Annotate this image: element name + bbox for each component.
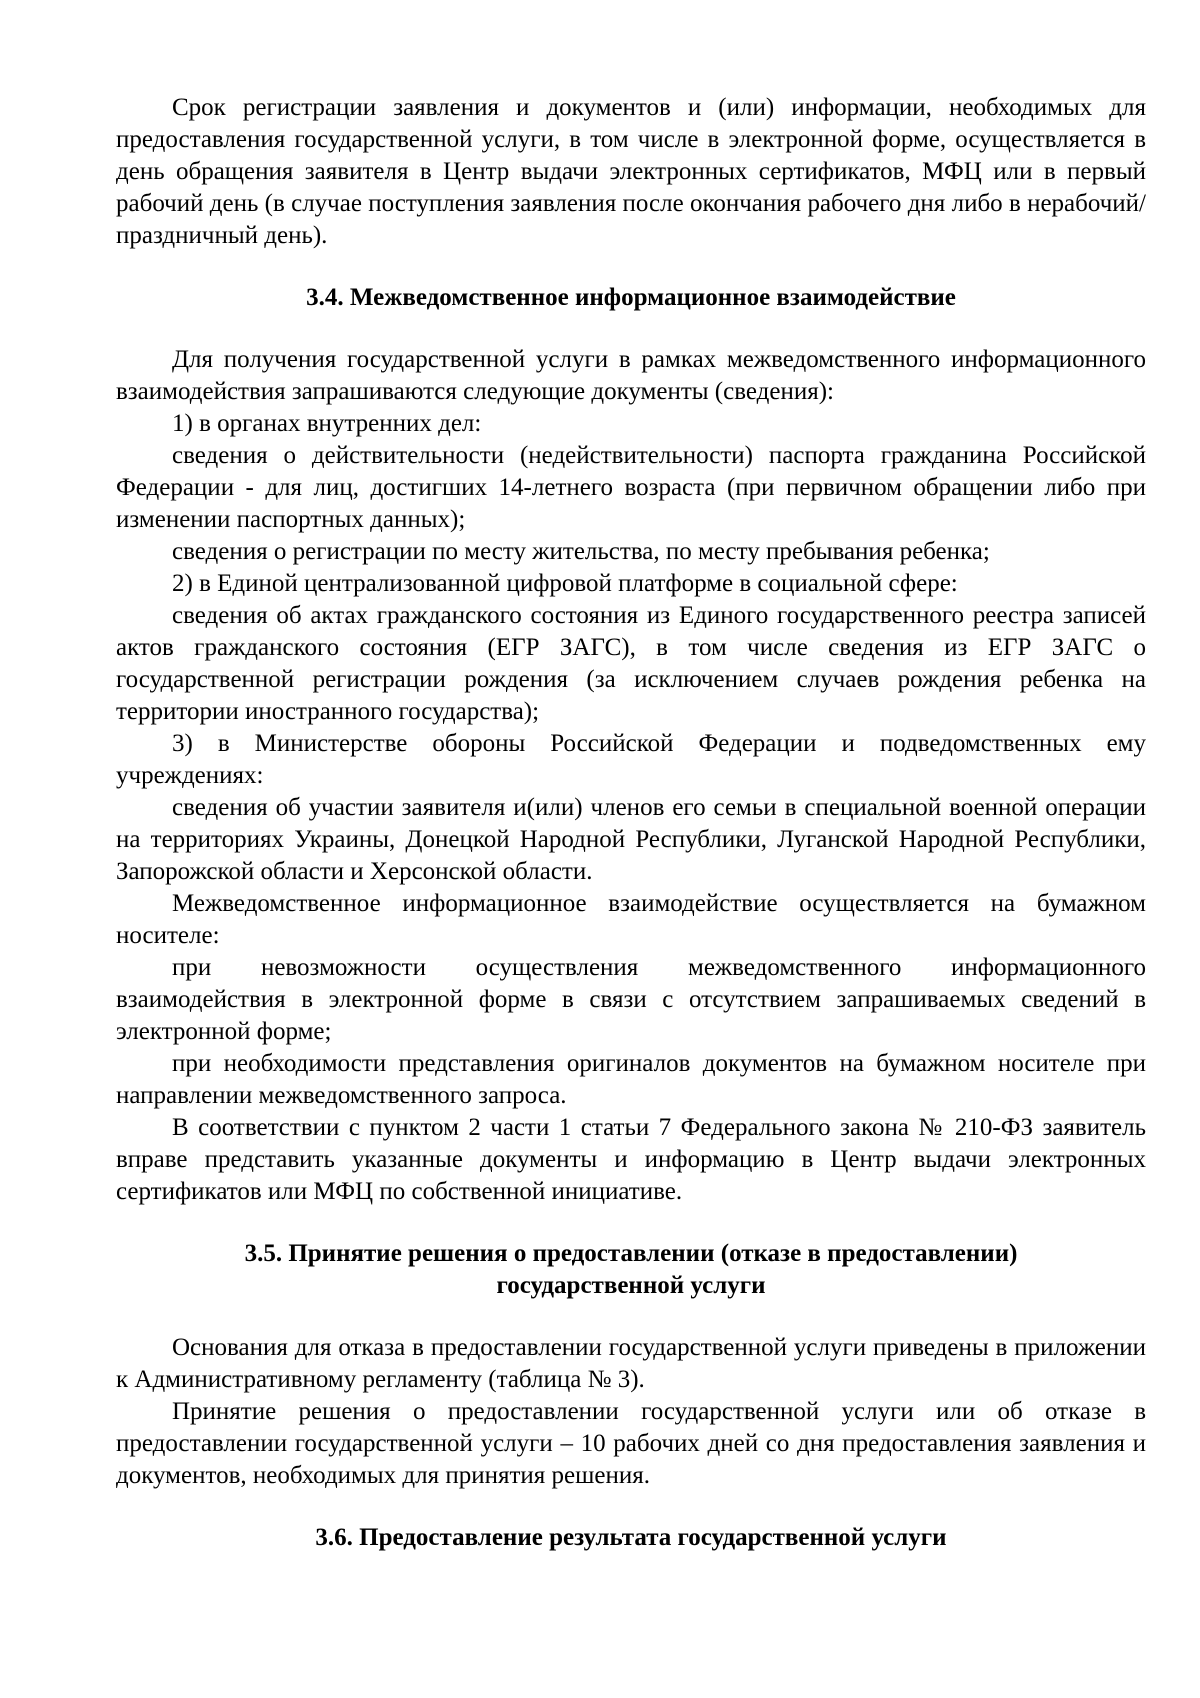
paragraph-military-operation: сведения об участии заявителя и(или) членов его семьи в специальной военной операции на территориях Украины, Донецкой Народной Республики, Луганской Народной Республики, Запорожской области и Херсонской области. — [116, 794, 1146, 885]
paragraph-civil-status-records: сведения об актах гражданского состояния из Единого государственного реестра записей актов гражданского состояния (ЕГР ЗАГС), в том числе сведения из ЕГР ЗАГС о государственной регистрации рождения (за исключением случаев рождения ребенка на территории иностранного государства); — [116, 602, 1146, 725]
paragraph-item-3: 3) в Министерстве обороны Российской Федерации и подведомственных ему учреждениях: — [116, 730, 1146, 789]
section-heading-3-5-line-1: 3.5. Принятие решения о предоставлении (отказе в предоставлении) — [244, 1240, 1018, 1267]
section-heading-3-5 — [116, 1238, 1146, 1302]
paragraph-registration-place: сведения о регистрации по месту жительства, по месту пребывания ребенка; — [172, 538, 990, 565]
document-page — [116, 92, 1146, 1554]
paragraph-item-1: 1) в органах внутренних дел: — [172, 410, 482, 437]
section-heading-3-5-line-2: государственной услуги — [496, 1272, 766, 1299]
paragraph-refusal-grounds: Основания для отказа в предоставлении государственной услуги приведены в приложении к Административному регламенту (таблица № 3). — [116, 1334, 1146, 1393]
paragraph-federal-law: В соответствии с пунктом 2 части 1 статьи 7 Федерального закона № 210-ФЗ заявитель вправе представить указанные документы и информацию в Центр выдачи электронных сертификатов или МФЦ по собственной инициативе. — [116, 1114, 1146, 1205]
paragraph-item-2: 2) в Единой централизованной цифровой платформе в социальной сфере: — [172, 570, 958, 597]
paragraph-interagency-request: Для получения государственной услуги в рамках межведомственного информационного взаимодействия запрашиваются следующие документы (сведения): — [116, 346, 1146, 405]
paragraph-registration-term: Срок регистрации заявления и документов и (или) информации, необходимых для предоставления государственной услуги, в том числе в электронной форме, осуществляется в день обращения заявителя в Центр выдачи электронных сертификатов, МФЦ или в первый рабочий день (в случае поступления заявления после окончания рабочего дня либо в нерабочий/праздничный день). — [116, 94, 1146, 249]
paragraph-decision-term: Принятие решения о предоставлении государственной услуги или об отказе в предоставлении государственной услуги – 10 рабочих дней со дня предоставления заявления и документов, необходимых для принятия решения. — [116, 1398, 1146, 1489]
paragraph-paper-interaction: Межведомственное информационное взаимодействие осуществляется на бумажном носителе: — [116, 890, 1146, 949]
paragraph-originals-needed: при необходимости представления оригиналов документов на бумажном носителе при направлении межведомственного запроса. — [116, 1050, 1146, 1109]
paragraph-passport-validity: сведения о действительности (недействительности) паспорта гражданина Российской Федерации - для лиц, достигших 14-летнего возраста (при первичном обращении либо при изменении паспортных данных); — [116, 442, 1146, 533]
paragraph-no-electronic: при невозможности осуществления межведомственного информационного взаимодействия в электронной форме в связи с отсутствием запрашиваемых сведений в электронной форме; — [116, 954, 1146, 1045]
section-heading-3-4: 3.4. Межведомственное информационное взаимодействие — [306, 284, 956, 311]
section-heading-3-6: 3.6. Предоставление результата государственной услуги — [315, 1524, 947, 1551]
